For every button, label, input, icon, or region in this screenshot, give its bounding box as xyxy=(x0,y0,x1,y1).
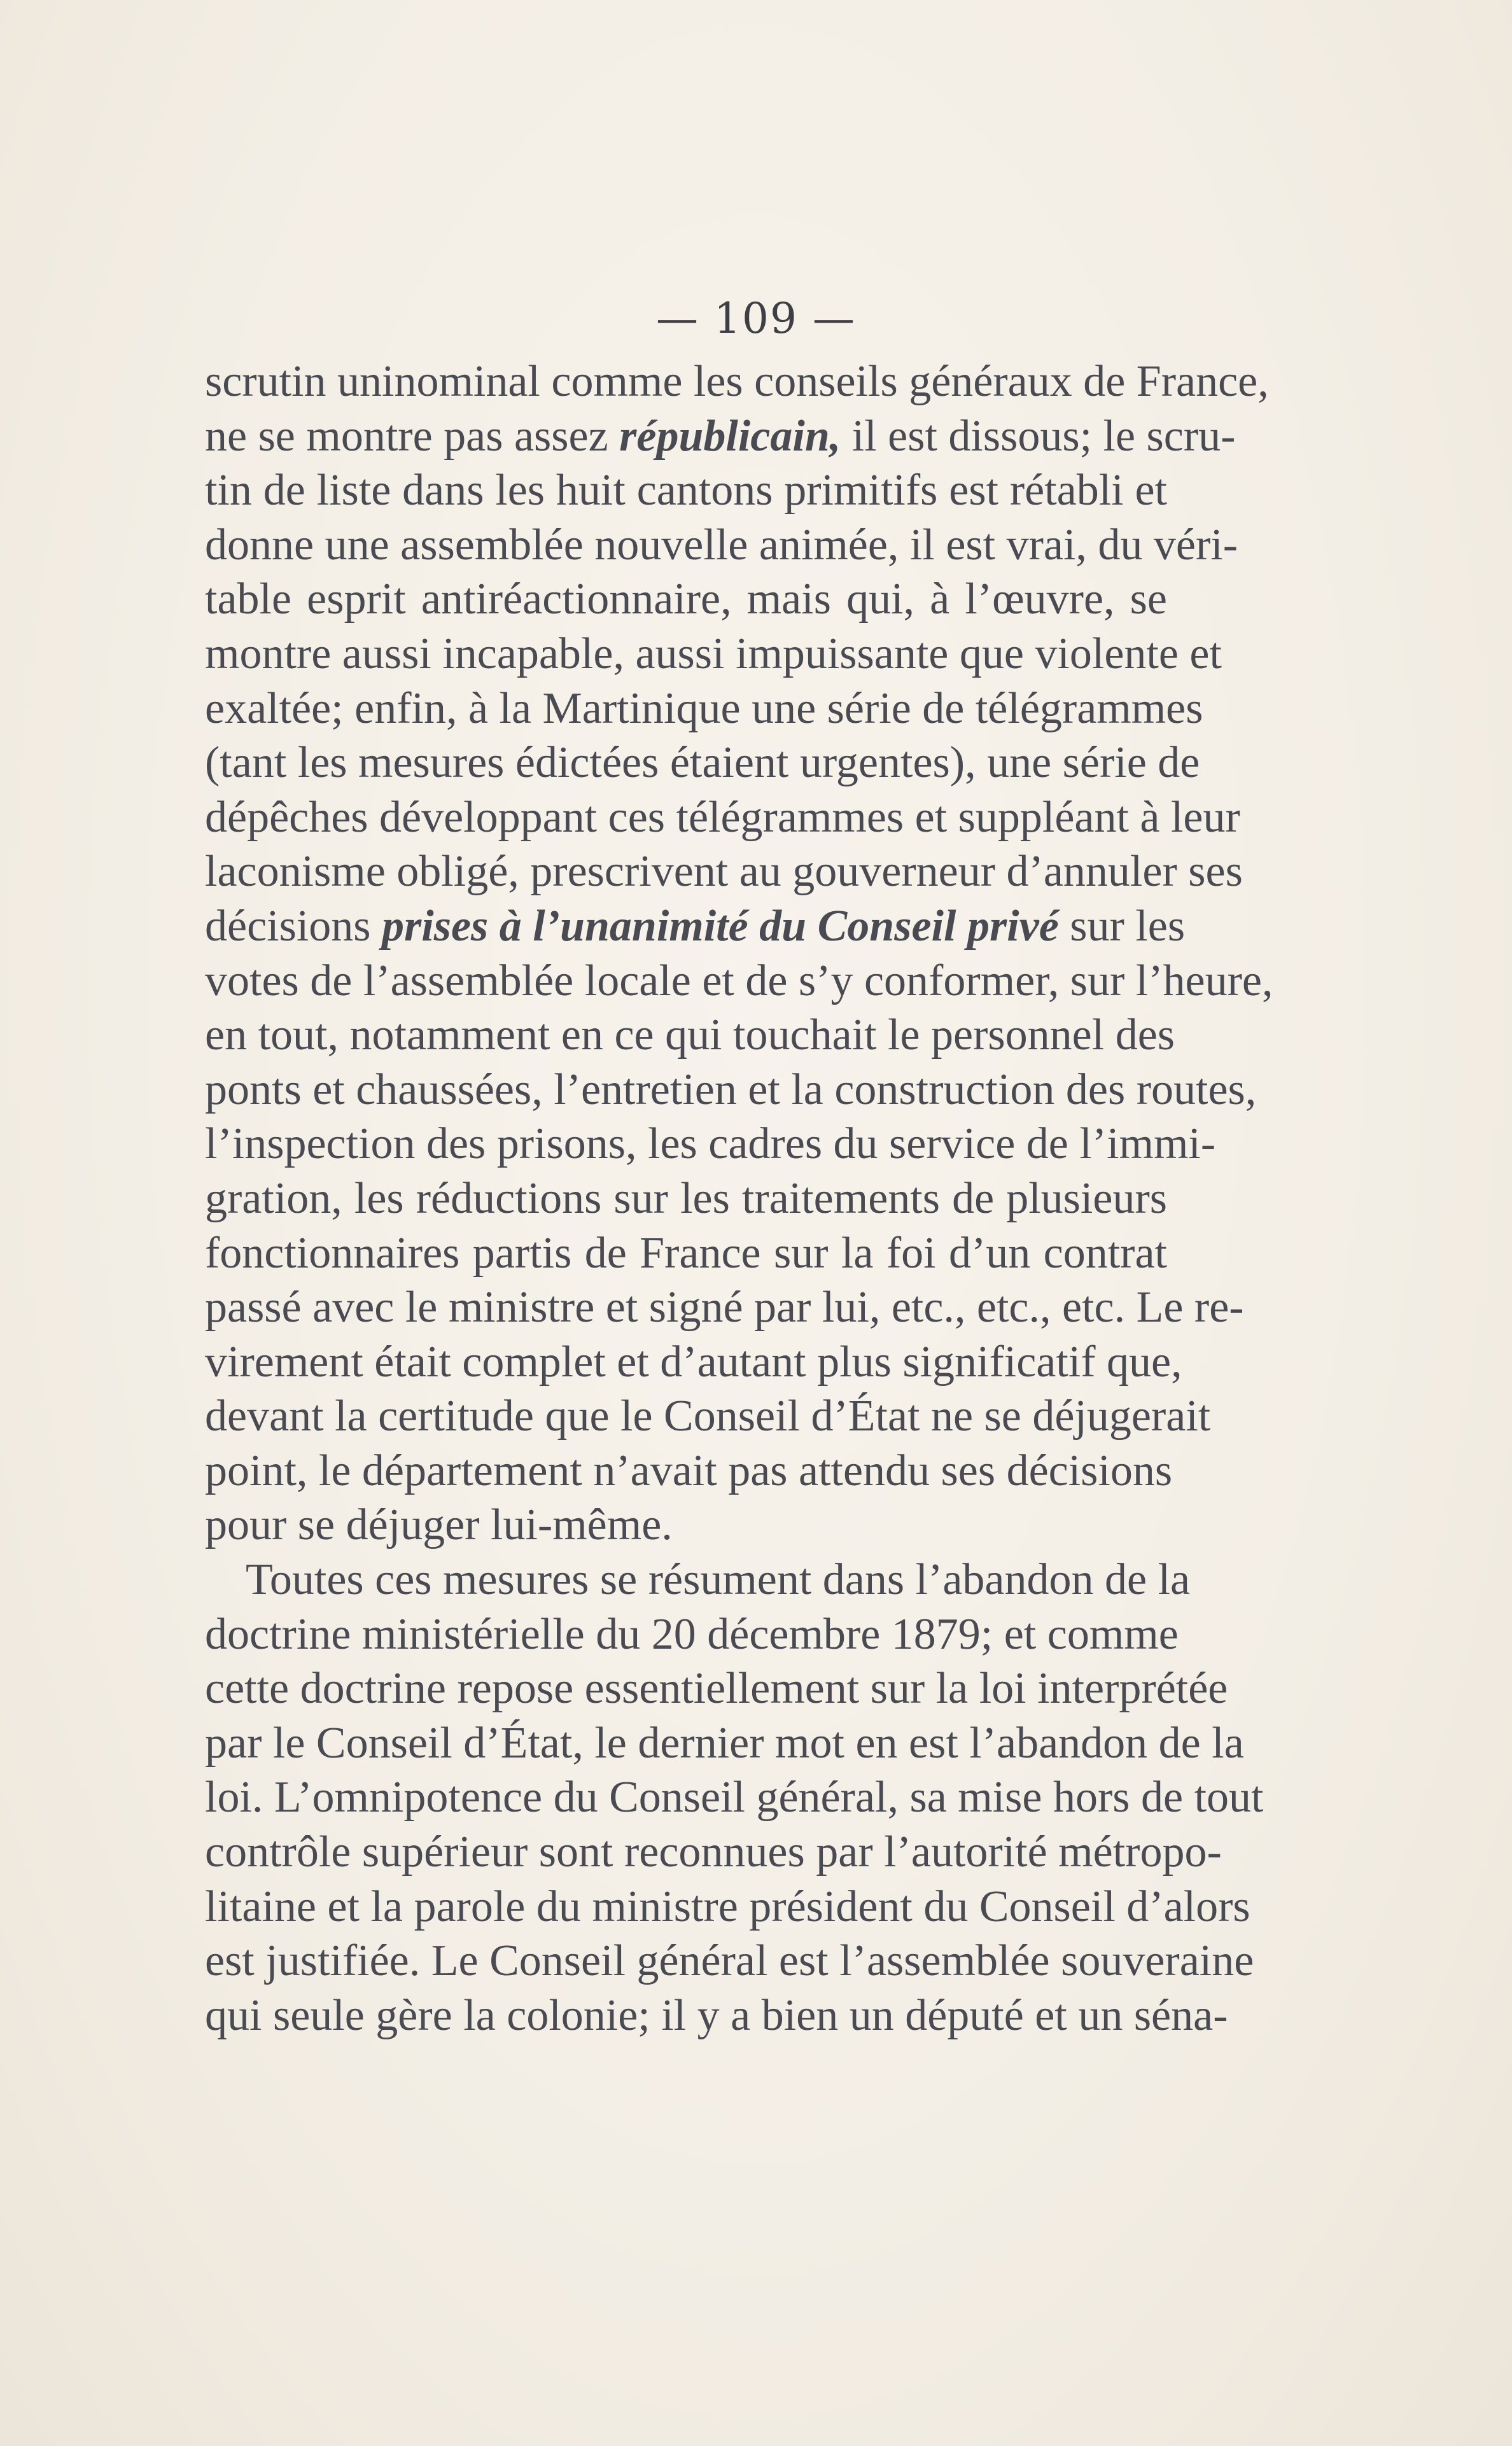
text-segment: qui seule gère la colonie; il y a bien un député et un séna- xyxy=(205,1990,1228,2040)
text-segment: en tout, notamment en ce qui touchait le personnel des xyxy=(205,1010,1175,1060)
text-segment: exaltée; enfin, à la Martinique une série de télégrammes xyxy=(205,683,1203,733)
text-segment: votes de l’assemblée locale et de s’y conformer, sur l’heure, xyxy=(205,956,1273,1005)
text-line xyxy=(205,572,1167,627)
text-segment: scrutin uninominal comme les conseils généraux de France, xyxy=(205,357,1269,406)
text-segment: pour se déjuger lui-même. xyxy=(205,1500,673,1550)
text-segment: gration, les réductions sur les traitements de plusieurs xyxy=(205,1173,1167,1223)
text-line xyxy=(205,1335,1182,1390)
text-line xyxy=(205,1171,1167,1226)
text-line xyxy=(205,954,1273,1009)
body-text xyxy=(205,354,1273,2043)
text-line xyxy=(205,1607,1179,1662)
text-line xyxy=(205,1880,1250,1934)
text-line xyxy=(205,844,1243,899)
text-segment: ponts et chaussées, l’entretien et la construction des routes, xyxy=(205,1065,1257,1114)
text-line xyxy=(205,1988,1228,2043)
text-line xyxy=(205,1226,1167,1281)
text-line xyxy=(205,1770,1264,1825)
text-line xyxy=(205,354,1269,409)
page-number: — 109 — xyxy=(656,294,856,343)
text-segment: virement était complet et d’autant plus significatif que, xyxy=(205,1337,1182,1387)
text-segment: devant la certitude que le Conseil d’État ne se déjugerait xyxy=(205,1392,1211,1441)
text-line xyxy=(205,1280,1244,1335)
text-line xyxy=(205,1934,1254,1988)
text-segment: montre aussi incapable, aussi impuissante que violente et xyxy=(205,629,1222,678)
text-segment: cette doctrine repose essentiellement sur la loi interprétée xyxy=(205,1664,1228,1714)
text-line xyxy=(205,736,1200,790)
text-line xyxy=(205,627,1222,681)
text-line xyxy=(205,1063,1257,1117)
text-line xyxy=(205,1825,1222,1880)
text-segment: donne une assemblée nouvelle animée, il est vrai, du véri- xyxy=(205,520,1238,570)
text-line xyxy=(205,1117,1216,1171)
text-segment: contrôle supérieur sont reconnues par l’autorité métropo- xyxy=(205,1828,1222,1877)
text-line xyxy=(205,1553,1191,1607)
text-segment: fonctionnaires partis de France sur la foi d’un contrat xyxy=(205,1228,1167,1278)
text-line xyxy=(205,1389,1211,1444)
text-segment: table esprit antiréactionnaire, mais qui, à l’œuvre, se xyxy=(205,575,1167,624)
text-line xyxy=(205,518,1238,573)
text-segment: est justifiée. Le Conseil général est l’assemblée souveraine xyxy=(205,1936,1254,1986)
text-line xyxy=(205,1008,1175,1063)
text-segment: ne se montre pas assez xyxy=(205,411,620,461)
text-line xyxy=(205,790,1240,845)
text-line xyxy=(205,409,1236,464)
text-segment: tin de liste dans les huit cantons primitifs est rétabli et xyxy=(205,466,1167,515)
text-line xyxy=(205,1661,1228,1716)
text-segment: laconisme obligé, prescrivent au gouverneur d’annuler ses xyxy=(205,847,1243,897)
text-segment: sur les xyxy=(1058,901,1186,951)
text-segment: litaine et la parole du ministre président du Conseil d’alors xyxy=(205,1882,1250,1931)
text-line xyxy=(205,899,1186,954)
text-line xyxy=(205,463,1167,518)
text-segment: décisions xyxy=(205,901,382,951)
text-segment: loi. L’omnipotence du Conseil général, sa mise hors de tout xyxy=(205,1773,1264,1822)
text-segment: par le Conseil d’État, le dernier mot en est l’abandon de la xyxy=(205,1718,1244,1768)
text-segment: passé avec le ministre et signé par lui, etc., etc., etc. Le re- xyxy=(205,1283,1244,1332)
text-segment: il est dissous; le scru- xyxy=(841,411,1236,461)
paragraph-1 xyxy=(205,354,1273,1553)
text-segment: (tant les mesures édictées étaient urgentes), une série de xyxy=(205,738,1200,788)
text-segment: doctrine ministérielle du 20 décembre 1879; et comme xyxy=(205,1609,1179,1659)
text-line xyxy=(205,681,1203,736)
text-line xyxy=(205,1498,1167,1553)
text-line xyxy=(205,1444,1173,1499)
text-segment: Toutes ces mesures se résument dans l’abandon de la xyxy=(246,1555,1191,1605)
text-segment: point, le département n’avait pas attendu ses décisions xyxy=(205,1446,1173,1495)
text-line xyxy=(205,1716,1244,1771)
paragraph-2 xyxy=(205,1553,1264,2043)
text-segment: prises à l’unanimité du Conseil privé xyxy=(382,901,1059,951)
text-segment: républicain, xyxy=(619,411,841,461)
text-segment: dépêches développant ces télégrammes et suppléant à leur xyxy=(205,792,1240,842)
text-segment: l’inspection des prisons, les cadres du service de l’immi- xyxy=(205,1119,1216,1169)
